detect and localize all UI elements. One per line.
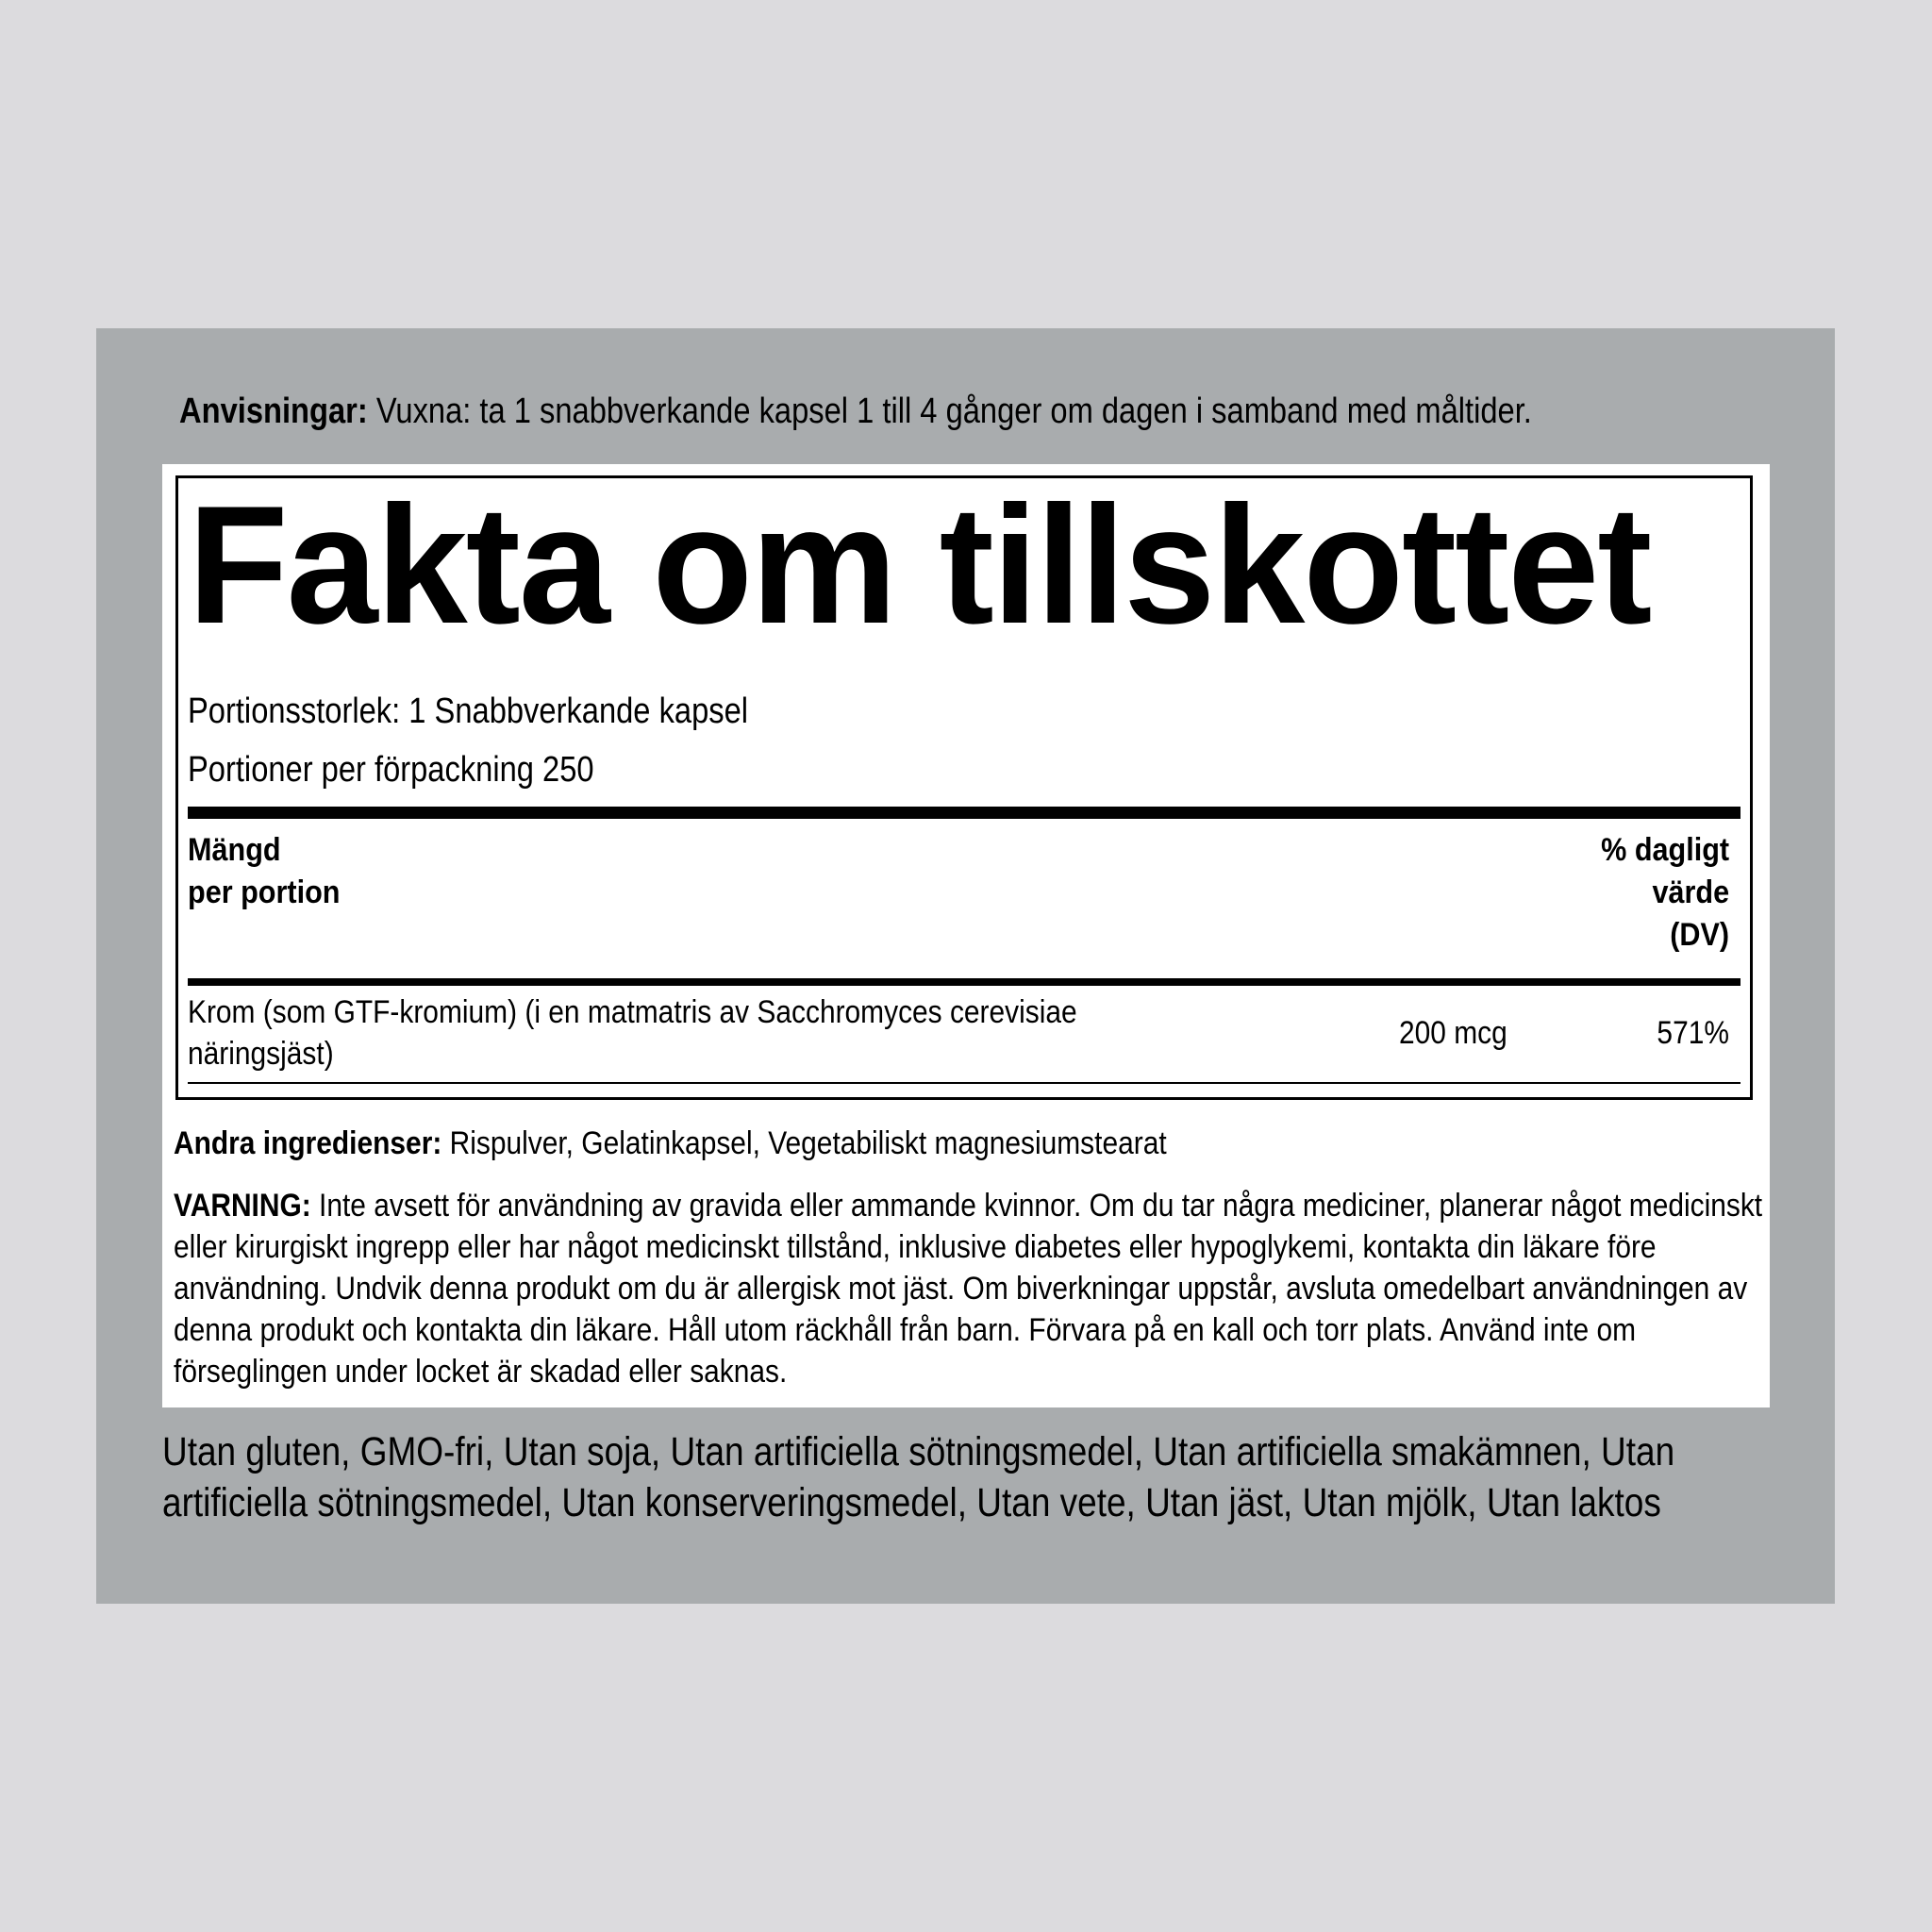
- facts-title: Fakta om tillskottet: [188, 471, 1651, 658]
- other-ingredients-label: Andra ingredienser:: [174, 1125, 442, 1161]
- directions-body: Vuxna: ta 1 snabbverkande kapsel 1 till 4 gånger om dagen i samband med måltider.: [367, 391, 1532, 431]
- other-ingredients: [174, 1123, 1167, 1164]
- directions-text: [179, 389, 1532, 434]
- directions-label: Anvisningar:: [179, 391, 368, 431]
- serving-size: Portionsstorlek: 1 Snabbverkande kapsel: [188, 691, 749, 731]
- servings-per-container: Portioner per förpackning 250: [188, 750, 594, 790]
- warning-text: [174, 1185, 1775, 1392]
- amount-header-line1: Mängd: [188, 832, 281, 868]
- supplement-card: [162, 464, 1770, 1407]
- supplement-facts-box: [175, 471, 1753, 1100]
- divider-thin: [188, 1082, 1740, 1084]
- nutrient-name: Krom (som GTF-kromium) (i en matmatris av Sacchromyces cerevisiae näringsjäst): [188, 994, 1077, 1072]
- free-from-claims: Utan gluten, GMO-fri, Utan soja, Utan artificiella sötningsmedel, Utan artificiella smakämnen, Utan artificiella sötningsmedel, Utan konserveringsmedel, Utan vete, Utan jäst, Utan mjölk, Utan laktos: [162, 1429, 1675, 1525]
- dv-header-line1: % dagligt: [1601, 832, 1729, 868]
- label-panel: [96, 328, 1835, 1604]
- nutrient-daily-value: 571%: [1657, 1015, 1729, 1051]
- daily-value-header: [1601, 829, 1729, 957]
- other-ingredients-text: Rispulver, Gelatinkapsel, Vegetabiliskt magnesiumstearat: [441, 1125, 1167, 1161]
- dv-header-line2: värde: [1652, 874, 1729, 910]
- amount-per-serving-header: [188, 829, 340, 914]
- warning-body: Inte avsett för användning av gravida eller ammande kvinnor. Om du tar några mediciner, planerar något medicinskt eller kirurgiskt ingrepp eller har något medicinskt tillstånd, inklusive diabetes eller hypoglykemi, kontakta din läkare före användning. Undvik denna produkt om du är allergisk mot jäst. Om biverkningar uppstår, avsluta omedelbart användningen av denna produkt och kontakta din läkare. Håll utom räckhåll från barn. Förvara på en kall och torr plats. Använd inte om förseglingen under locket är skadad eller saknas.: [174, 1188, 1763, 1390]
- divider-thick: [188, 807, 1740, 819]
- amount-header-line2: per portion: [188, 874, 341, 910]
- divider-medium: [188, 978, 1740, 986]
- warning-label: VARNING:: [174, 1188, 311, 1224]
- dv-header-line3: (DV): [1670, 917, 1729, 953]
- nutrient-amount: 200 mcg: [1399, 1015, 1507, 1051]
